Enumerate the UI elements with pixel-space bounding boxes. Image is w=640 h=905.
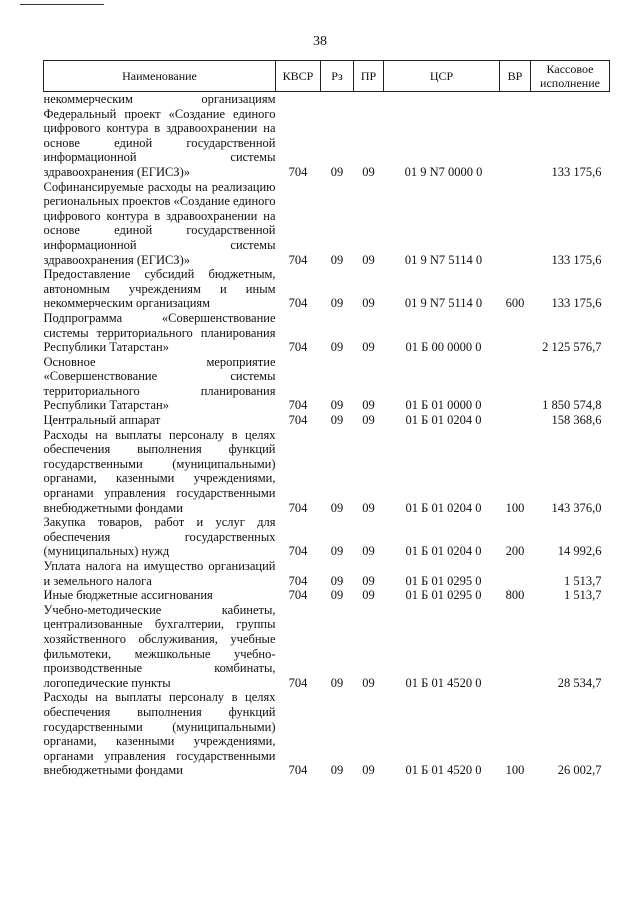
cell-csr: 01 9 N7 5114 0	[404, 252, 483, 267]
table-header-row	[44, 61, 610, 92]
cell-csr: 01 Б 00 0000 0	[405, 340, 482, 355]
cell-rz	[321, 92, 354, 107]
cell-rz: 09	[330, 544, 344, 559]
table-row	[44, 355, 610, 413]
table-row	[44, 588, 610, 603]
cell-pr: 09	[362, 296, 375, 311]
table-row	[44, 92, 610, 107]
cell-name: Подпрограмма «Совершенствование системы территориального планирования Республики Татарстан»	[43, 310, 276, 355]
cell-vr	[500, 413, 531, 428]
cell-kvsr: 704	[288, 413, 308, 428]
cell-name: некоммерческим организациям	[43, 92, 276, 106]
cell-vr	[500, 559, 531, 588]
cell-vr	[500, 107, 531, 180]
cell-pr: 09	[362, 588, 375, 603]
cell-csr: 01 Б 01 0295 0	[405, 588, 482, 603]
cell-kvsr: 704	[288, 544, 308, 559]
cell-csr: 01 9 N7 0000 0	[404, 164, 483, 179]
cell-name: Учебно-методические кабинеты, централизованные бухгалтерии, группы хозяйственного обслуживания, учебные фильмотеки, межшкольные учебно-производственные комбинаты, логопедические пункты	[43, 602, 276, 690]
header-name: Наименование	[44, 61, 276, 92]
cell-pr: 09	[362, 544, 375, 559]
cell-amount: 1 513,7	[564, 588, 602, 603]
page-number: 38	[313, 34, 327, 49]
table-row	[44, 311, 610, 355]
cell-vr	[500, 92, 531, 107]
cell-csr: 01 Б 01 0204 0	[405, 413, 482, 428]
cell-pr: 09	[362, 398, 375, 413]
cell-vr: 100	[505, 500, 525, 515]
cell-amount: 14 992,6	[557, 544, 602, 559]
cell-vr: 100	[505, 763, 525, 778]
cell-rz: 09	[330, 573, 344, 588]
cell-pr: 09	[362, 413, 375, 428]
cell-name: Основное мероприятие «Совершенствование системы территориального планирования Республики Татарстан»	[43, 354, 276, 413]
cell-name: Расходы на выплаты персоналу в целях обеспечения выполнения функций государственными (муниципальными) органами, казенными учреждениями, органами управления государственными внебюджетными фондами	[43, 427, 276, 515]
table-body	[44, 92, 610, 778]
cell-kvsr: 704	[288, 573, 308, 588]
cell-csr: 01 Б 01 4520 0	[405, 763, 482, 778]
cell-kvsr: 704	[288, 675, 308, 690]
cell-csr: 01 Б 01 4520 0	[405, 675, 482, 690]
cell-rz: 09	[330, 500, 344, 515]
table-row	[44, 515, 610, 559]
table-row	[44, 690, 610, 778]
cell-rz: 09	[330, 763, 344, 778]
cell-kvsr: 704	[288, 252, 308, 267]
cell-csr: 01 Б 01 0000 0	[405, 398, 482, 413]
table-row	[44, 559, 610, 588]
cell-amount: 1 513,7	[564, 573, 602, 588]
cell-name: Иные бюджетные ассигнования	[43, 588, 213, 603]
cell-csr	[384, 92, 500, 107]
cell-vr	[500, 603, 531, 691]
header-pr: ПР	[354, 61, 384, 92]
top-rule	[20, 4, 104, 5]
cell-csr: 01 Б 01 0204 0	[405, 544, 482, 559]
cell-rz: 09	[330, 252, 344, 267]
cell-csr: 01 9 N7 5114 0	[404, 296, 483, 311]
table-row	[44, 428, 610, 516]
cell-name: Софинансируемые расходы на реализацию региональных проектов «Создание единого цифрового контура в здравоохранении на основе единой государственной информационной системы здравоохранения (ЕГИСЗ)»	[43, 179, 276, 267]
cell-pr: 09	[362, 763, 375, 778]
cell-vr: 600	[505, 296, 525, 311]
cell-rz: 09	[330, 413, 344, 428]
cell-kvsr: 704	[288, 763, 308, 778]
cell-pr: 09	[362, 164, 375, 179]
cell-kvsr: 704	[288, 398, 308, 413]
table-row	[44, 267, 610, 311]
cell-name: Уплата налога на имущество организаций и земельного налога	[43, 559, 276, 588]
cell-csr: 01 Б 01 0295 0	[405, 573, 482, 588]
cell-kvsr: 704	[288, 164, 308, 179]
cell-kvsr: 704	[288, 296, 308, 311]
cell-rz: 09	[330, 296, 344, 311]
cell-amount: 133 175,6	[551, 164, 602, 179]
cell-name: Предоставление субсидий бюджетным, автономным учреждениям и иным некоммерческим организациям	[43, 267, 276, 311]
cell-csr: 01 Б 01 0204 0	[405, 500, 482, 515]
cell-rz: 09	[330, 588, 344, 603]
cell-rz: 09	[330, 340, 344, 355]
cell-kvsr: 704	[288, 500, 308, 515]
cell-amount	[531, 92, 610, 107]
cell-vr	[500, 311, 531, 355]
cell-kvsr: 704	[288, 340, 308, 355]
table-row	[44, 413, 610, 428]
header-csr: ЦСР	[384, 61, 500, 92]
cell-vr: 800	[505, 588, 525, 603]
cell-vr: 200	[505, 544, 525, 559]
cell-amount: 143 376,0	[551, 500, 602, 515]
cell-pr: 09	[362, 500, 375, 515]
table-row	[44, 107, 610, 180]
budget-table	[43, 60, 610, 778]
cell-amount: 133 175,6	[551, 252, 602, 267]
cell-pr: 09	[362, 340, 375, 355]
cell-amount: 1 850 574,8	[542, 398, 602, 413]
table-row	[44, 180, 610, 268]
cell-name: Центральный аппарат	[43, 413, 161, 428]
cell-amount: 28 534,7	[557, 675, 602, 690]
cell-amount: 26 002,7	[557, 763, 602, 778]
cell-name: Федеральный проект «Создание единого цифрового контура в здравоохранении на основе единой государственной информационной системы здравоохранения (ЕГИСЗ)»	[43, 106, 276, 179]
cell-pr	[354, 92, 384, 107]
header-vr: ВР	[500, 61, 531, 92]
cell-vr	[500, 355, 531, 413]
cell-kvsr	[276, 92, 321, 107]
cell-amount: 158 368,6	[551, 413, 602, 428]
cell-name: Закупка товаров, работ и услуг для обеспечения государственных (муниципальных) нужд	[43, 515, 276, 559]
cell-pr: 09	[362, 573, 375, 588]
cell-vr	[500, 180, 531, 268]
cell-rz: 09	[330, 164, 344, 179]
cell-rz: 09	[330, 675, 344, 690]
cell-kvsr: 704	[288, 588, 308, 603]
cell-pr: 09	[362, 252, 375, 267]
header-kvsr: КВСР	[276, 61, 321, 92]
cell-amount: 133 175,6	[551, 296, 602, 311]
cell-pr: 09	[362, 675, 375, 690]
table-row	[44, 603, 610, 691]
cell-amount: 2 125 576,7	[542, 340, 602, 355]
header-rz: Рз	[321, 61, 354, 92]
cell-name: Расходы на выплаты персоналу в целях обеспечения выполнения функций государственными (муниципальными) органами, казенными учреждениями, органами управления государственными внебюджетными фондами	[43, 690, 276, 778]
cell-rz: 09	[330, 398, 344, 413]
header-amount: Кассовое исполнение	[531, 61, 610, 92]
